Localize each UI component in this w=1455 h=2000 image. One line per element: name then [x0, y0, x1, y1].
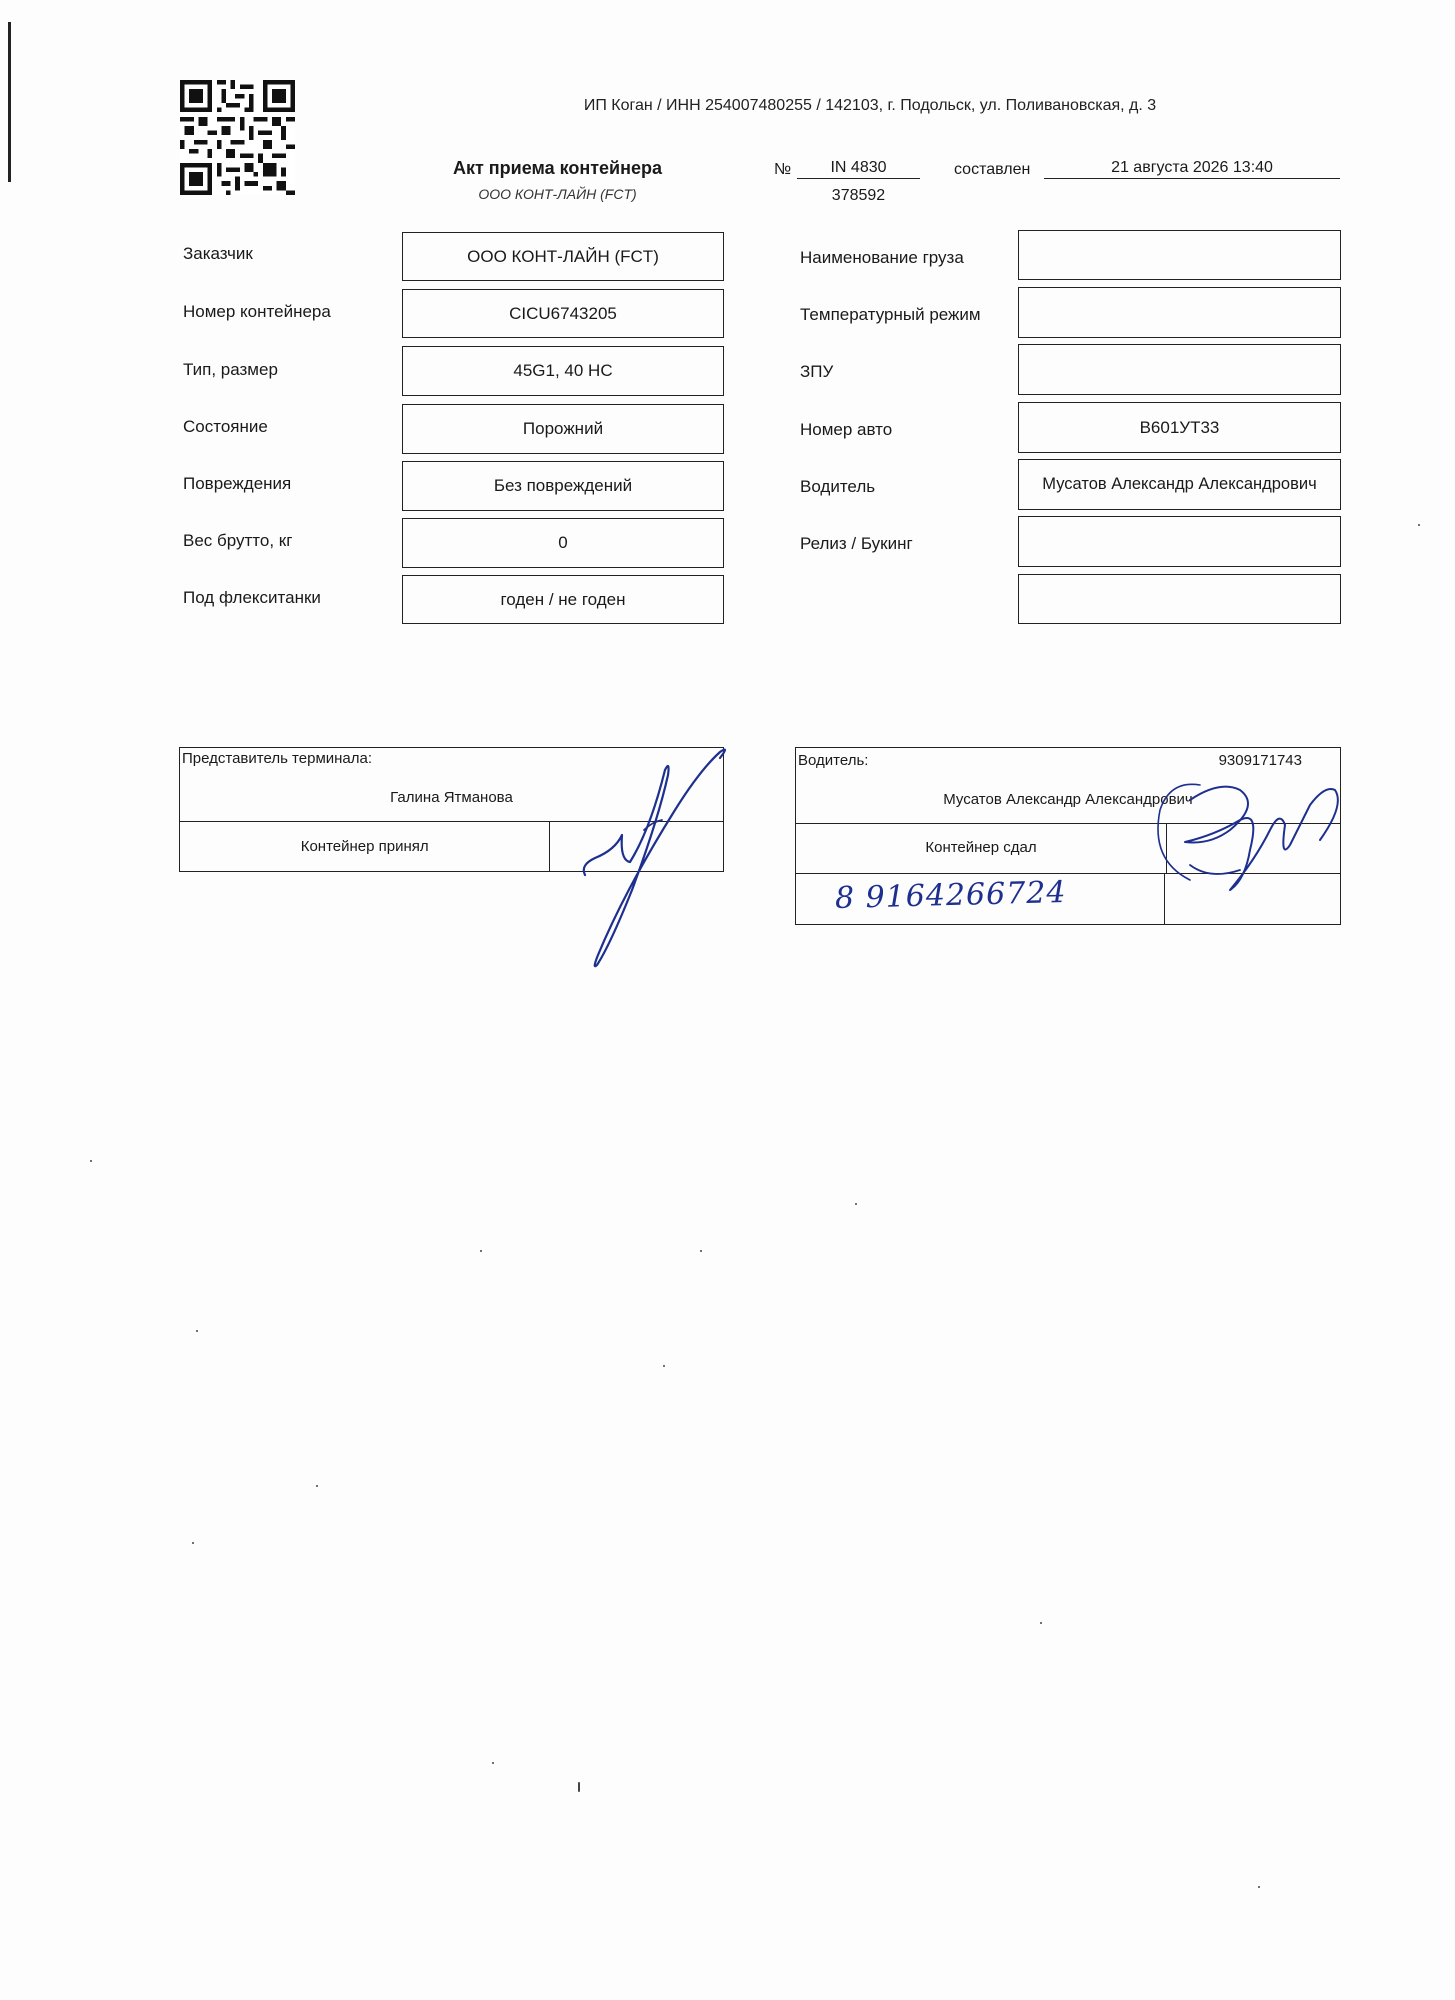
field-value-condition: Порожний: [402, 404, 724, 454]
scan-speck: [1258, 1886, 1260, 1888]
field-label-seal: ЗПУ: [800, 362, 834, 381]
field-label-damage: Повреждения: [183, 474, 292, 493]
qr-code: [180, 80, 295, 195]
field-label-type-size: Тип, размер: [183, 360, 278, 379]
field-value-container-number: CICU6743205: [402, 289, 724, 338]
number-label: №: [774, 161, 792, 178]
field-value-vehicle-number: В601УТ33: [1018, 402, 1341, 453]
field-label-condition: Состояние: [183, 417, 268, 436]
scan-speck: [578, 1782, 580, 1792]
handwritten-phone: 8 9164266724: [834, 874, 1067, 917]
field-value-extra: [1018, 574, 1341, 624]
field-label-vehicle-number: Номер авто: [800, 420, 893, 439]
scan-speck: [663, 1365, 665, 1367]
field-label-container-number: Номер контейнера: [183, 302, 331, 321]
field-label-cargo-name: Наименование груза: [800, 248, 964, 267]
field-value-type-size: 45G1, 40 HC: [402, 346, 724, 396]
field-value-damage: Без повреждений: [402, 461, 724, 511]
field-value-customer: ООО КОНТ-ЛАЙН (FCT): [402, 232, 724, 281]
document-number: IN 4830: [797, 159, 920, 179]
scan-speck: [90, 1160, 92, 1162]
field-value-flexitank: годен / не годен: [402, 575, 724, 624]
field-value-release-booking: [1018, 516, 1341, 567]
field-label-driver: Водитель: [800, 477, 876, 496]
company-info: ИП Коган / ИНН 254007480255 / 142103, г. Подольск, ул. Поливановская, д. 3: [583, 97, 1157, 114]
driver-label: Водитель:: [798, 752, 869, 769]
driver-name: Мусатов Александр Александрович: [943, 791, 1193, 808]
driver-phone: 9309171743: [1218, 752, 1302, 769]
scan-speck: [192, 1542, 194, 1544]
composed-label: составлен: [954, 161, 1031, 178]
scan-speck: [480, 1250, 482, 1252]
scan-speck: [855, 1203, 857, 1205]
scan-speck: [1040, 1622, 1042, 1624]
scan-speck: [700, 1250, 702, 1252]
composed-date: 21 августа 2026 13:40: [1044, 159, 1340, 179]
terminal-action: Контейнер принял: [180, 822, 550, 872]
field-value-gross-weight: 0: [402, 518, 724, 568]
field-value-seal: [1018, 344, 1341, 395]
field-label-release-booking: Релиз / Букинг: [800, 534, 913, 553]
scan-speck: [316, 1485, 318, 1487]
scan-edge-mark: [8, 22, 11, 182]
scan-speck: [1418, 524, 1420, 526]
driver-action: Контейнер сдал: [925, 839, 1037, 856]
field-label-temperature: Температурный режим: [800, 305, 981, 324]
field-value-driver: Мусатов Александр Александрович: [1018, 459, 1341, 510]
terminal-signature: [570, 740, 790, 980]
document-title: Акт приема контейнера: [452, 158, 663, 178]
document-number-sub: 378592: [831, 187, 886, 204]
field-label-customer: Заказчик: [183, 244, 253, 263]
terminal-rep-name: Галина Ятманова: [390, 789, 513, 806]
field-value-temperature: [1018, 287, 1341, 338]
terminal-rep-label: Представитель терминала:: [182, 750, 373, 767]
document-subtitle: ООО КОНТ-ЛАЙН (FCT): [478, 186, 637, 202]
scan-speck: [492, 1762, 494, 1764]
scan-speck: [196, 1330, 198, 1332]
field-value-cargo-name: [1018, 230, 1341, 280]
field-label-flexitank: Под флекситанки: [183, 588, 321, 607]
field-label-gross-weight: Вес брутто, кг: [183, 531, 293, 550]
driver-signature: [1130, 770, 1360, 940]
